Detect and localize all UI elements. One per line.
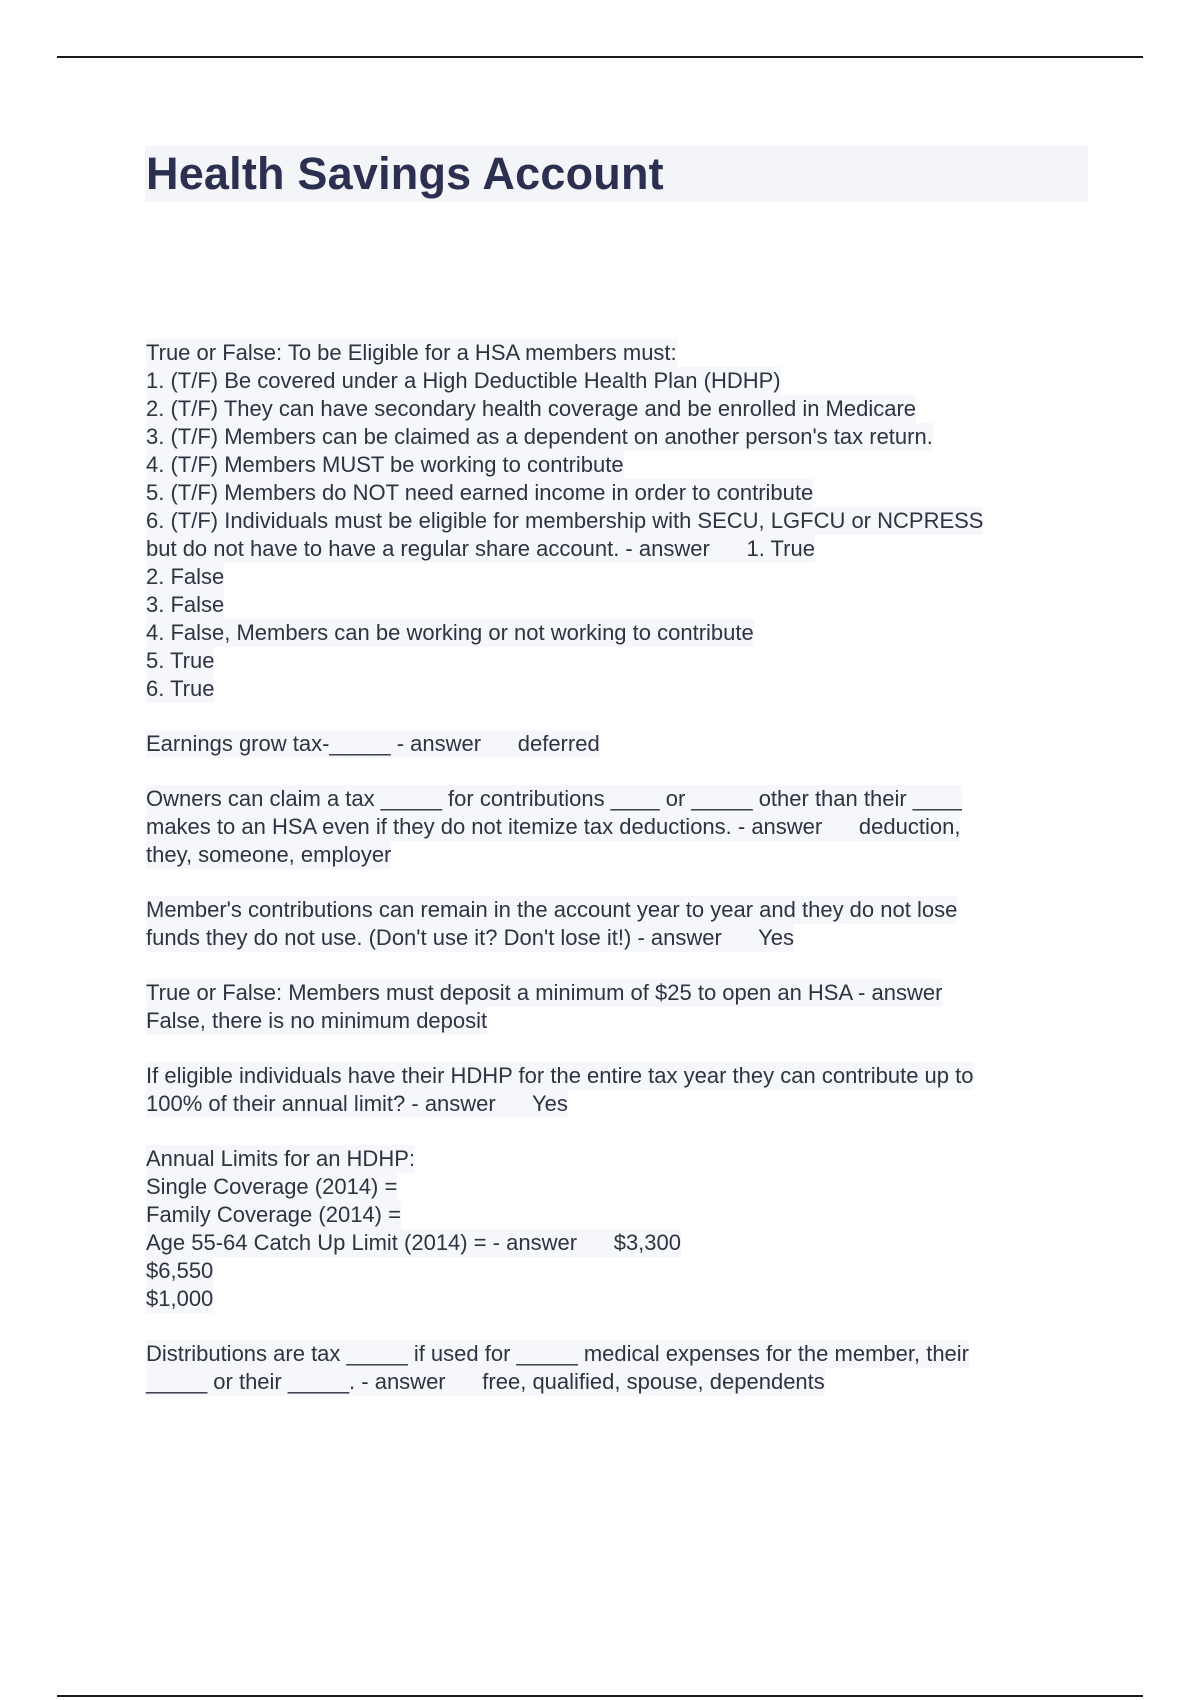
card-answer-line: 6. True [146, 676, 215, 701]
card-answer-line: 4. False, Members can be working or not working to contribute [146, 620, 754, 645]
card-line: Annual Limits for an HDHP: [146, 1146, 415, 1171]
page-title: Health Savings Account [146, 148, 664, 199]
card-line: Age 55-64 Catch Up Limit (2014) = - answer $3,300 [146, 1230, 682, 1255]
flashcard-annual-limits [146, 1145, 1081, 1313]
card-line: Owners can claim a tax _____ for contributions ____ or _____ other than their ____ [146, 786, 962, 811]
card-answer-line: 2. False [146, 564, 225, 589]
flashcard-distributions [146, 1340, 1081, 1396]
card-line: 2. (T/F) They can have secondary health coverage and be enrolled in Medicare [146, 396, 917, 421]
card-answer-line: 3. False [146, 592, 225, 617]
card-line: Member's contributions can remain in the account year to year and they do not lose [146, 897, 958, 922]
card-line: 6. (T/F) Individuals must be eligible for membership with SECU, LGFCU or NCPRESS [146, 508, 984, 533]
flashcard-full-year-contribution [146, 1062, 1081, 1118]
card-line: _____ or their _____. - answer free, qualified, spouse, dependents [146, 1369, 825, 1394]
flashcard-list [146, 339, 1081, 1423]
flashcard-tax-deduction [146, 785, 1081, 869]
card-answer-line: $1,000 [146, 1286, 214, 1311]
bottom-rule [57, 1695, 1143, 1697]
card-line: True or False: Members must deposit a minimum of $25 to open an HSA - answer [146, 980, 943, 1005]
top-rule [57, 56, 1143, 58]
card-line: True or False: To be Eligible for a HSA members must: [146, 340, 677, 365]
card-answer-line: 5. True [146, 648, 215, 673]
card-line: If eligible individuals have their HDHP for the entire tax year they can contribute up to [146, 1063, 974, 1088]
card-line: 100% of their annual limit? - answer Yes [146, 1091, 568, 1116]
card-line: Distributions are tax _____ if used for _____ medical expenses for the member, their [146, 1341, 970, 1366]
card-answer-line: $6,550 [146, 1258, 214, 1283]
flashcard-earnings-tax [146, 730, 1081, 758]
flashcard-rollover [146, 896, 1081, 952]
card-line: Single Coverage (2014) = [146, 1174, 398, 1199]
flashcard-hsa-eligibility [146, 339, 1081, 703]
card-line: 5. (T/F) Members do NOT need earned income in order to contribute [146, 480, 814, 505]
card-line: Family Coverage (2014) = [146, 1202, 401, 1227]
card-line: 3. (T/F) Members can be claimed as a dependent on another person's tax return. [146, 424, 933, 449]
card-line: makes to an HSA even if they do not itemize tax deductions. - answer deduction, [146, 814, 961, 839]
card-line: Earnings grow tax-_____ - answer deferred [146, 731, 600, 756]
card-answer-line: False, there is no minimum deposit [146, 1008, 488, 1033]
card-line: 4. (T/F) Members MUST be working to contribute [146, 452, 624, 477]
flashcard-minimum-deposit [146, 979, 1081, 1035]
card-line: funds they do not use. (Don't use it? Don't lose it!) - answer Yes [146, 925, 794, 950]
card-line: 1. (T/F) Be covered under a High Deductible Health Plan (HDHP) [146, 368, 781, 393]
card-answer-line: they, someone, employer [146, 842, 392, 867]
card-line: but do not have to have a regular share account. - answer 1. True [146, 536, 815, 561]
